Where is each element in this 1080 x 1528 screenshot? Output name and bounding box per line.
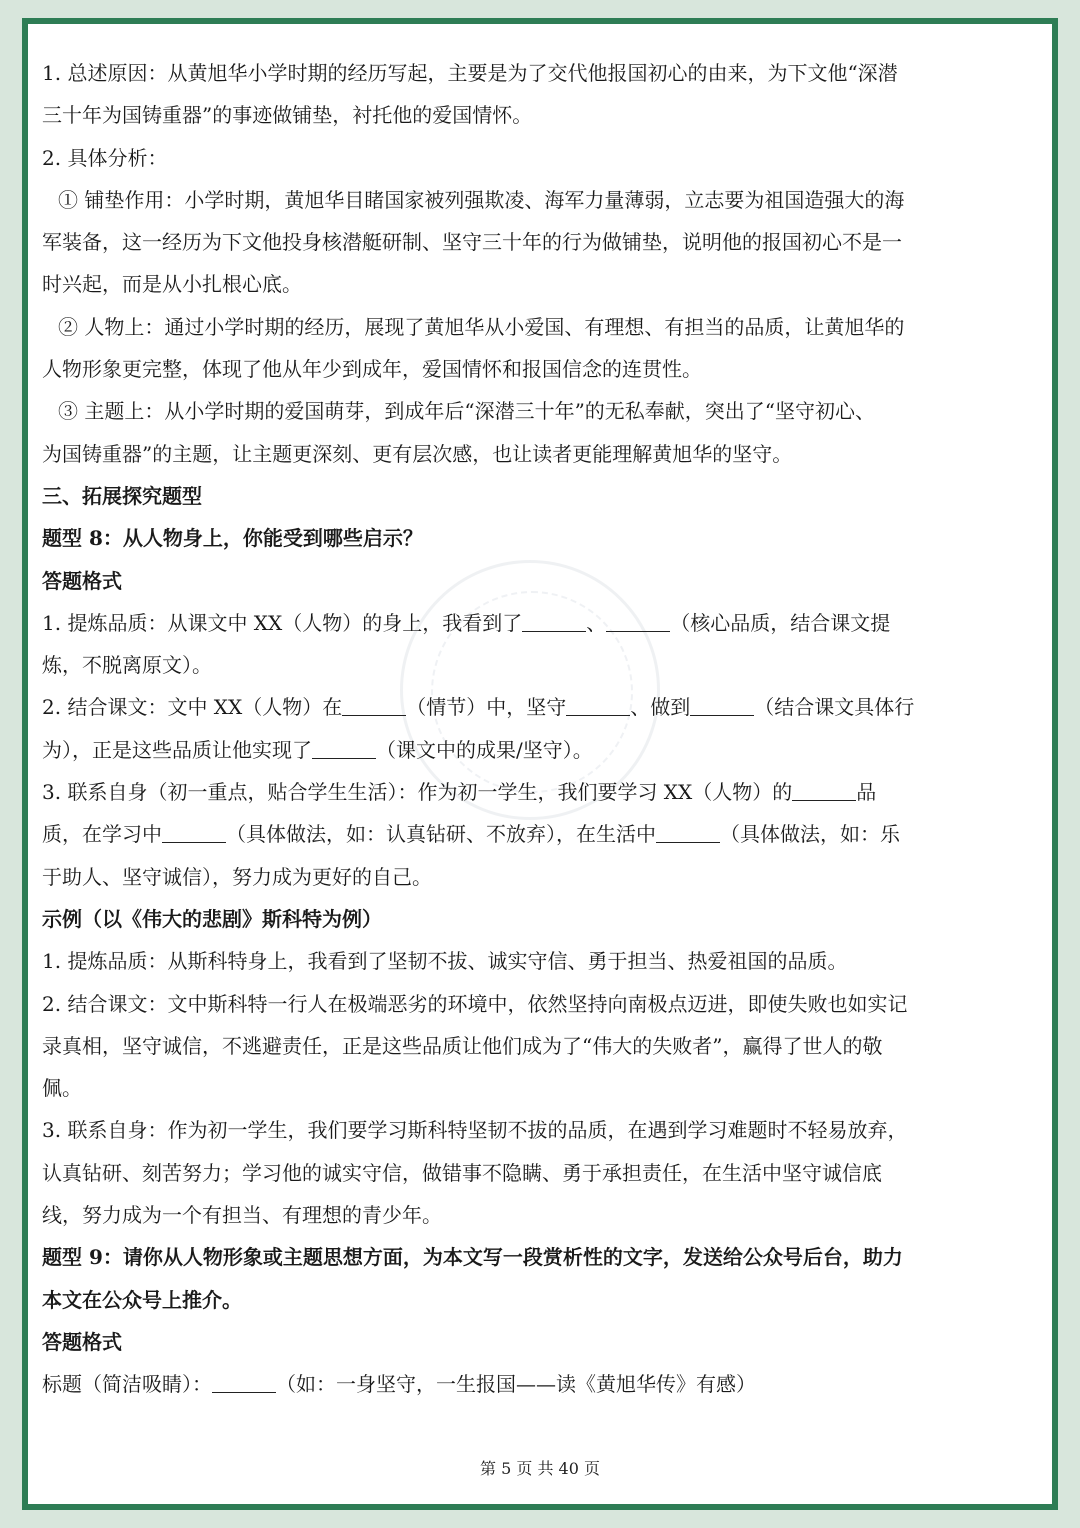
fill-blank xyxy=(212,1372,276,1393)
text-segment: （结合课文具体行 xyxy=(754,695,915,720)
paragraph-line: 2. 结合课文：文中斯科特一行人在极端恶劣的环境中，依然坚持向南极点迈进，即使失败也如实记 xyxy=(42,991,908,1016)
paragraph-line: 认真钻研、刻苦努力；学习他的诚实守信，做错事不隐瞒、勇于承担责任，在生活中坚守诚信底 xyxy=(42,1160,882,1185)
question-heading-continued: 本文在公众号上推介。 xyxy=(42,1287,242,1312)
document-body xyxy=(42,52,992,1406)
paragraph-line: 为国铸重器”的主题，让主题更深刻、更有层次感，也让读者更能理解黄旭华的坚守。 xyxy=(42,441,793,466)
text-segment: （如：一身坚守，一生报国——读《黄旭华传》有感） xyxy=(276,1372,756,1397)
fill-blank xyxy=(656,822,720,843)
fill-blank xyxy=(342,695,406,716)
text-segment: 为），正是这些品质让他实现了 xyxy=(42,737,312,762)
paragraph-line xyxy=(42,813,992,855)
paragraph-line: 佩。 xyxy=(42,1076,82,1101)
fill-blank xyxy=(566,695,630,716)
text-segment: 品 xyxy=(856,780,877,805)
paragraph-line: 炼，不脱离原文）。 xyxy=(42,653,212,678)
fill-blank xyxy=(312,738,376,759)
text-segment: 质，在学习中 xyxy=(42,822,162,847)
fill-blank xyxy=(792,780,856,801)
text-segment: （课文中的成果/坚守）。 xyxy=(376,737,593,762)
paragraph-line: ① 铺垫作用：小学时期，黄旭华目睹国家被列强欺凌、海军力量薄弱，立志要为祖国造强大的海 xyxy=(58,187,905,212)
fill-blank xyxy=(522,611,586,632)
paragraph-line xyxy=(42,602,992,644)
question-heading: 题型 8：从人物身上，你能受到哪些启示？ xyxy=(42,526,423,551)
question-heading: 题型 9：请你从人物形象或主题思想方面，为本文写一段赏析性的文字，发送给公众号后台，助力 xyxy=(42,1245,903,1270)
page-number-footer: 第 5 页 共 40 页 xyxy=(480,1459,600,1478)
fill-blank xyxy=(606,611,670,632)
paragraph-line xyxy=(42,729,992,771)
paragraph-line: 1. 提炼品质：从斯科特身上，我看到了坚韧不拔、诚实守信、勇于担当、热爱祖国的品质。 xyxy=(42,949,848,974)
subsection-heading: 答题格式 xyxy=(42,568,122,593)
text-segment: 、做到 xyxy=(630,695,691,720)
paragraph-line: ③ 主题上：从小学时期的爱国萌芽，到成年后“深潜三十年”的无私奉献，突出了“坚守初心、 xyxy=(58,399,876,424)
fill-blank xyxy=(162,822,226,843)
paragraph-line: 3. 联系自身：作为初一学生，我们要学习斯科特坚韧不拔的品质，在遇到学习难题时不轻易放弃， xyxy=(42,1118,908,1143)
text-segment: （具体做法，如：认真钻研、不放弃），在生活中 xyxy=(226,822,656,847)
text-segment: 3. 联系自身（初一重点，贴合学生生活）：作为初一学生，我们要学习 XX（人物）的 xyxy=(42,780,793,805)
paragraph-line: 人物形象更完整，体现了他从年少到成年，爱国情怀和报国信念的连贯性。 xyxy=(42,357,702,382)
paragraph-line: 线，努力成为一个有担当、有理想的青少年。 xyxy=(42,1203,442,1228)
subsection-heading: 答题格式 xyxy=(42,1329,122,1354)
text-segment: 标题（简洁吸睛）： xyxy=(42,1372,212,1397)
fill-blank xyxy=(690,695,754,716)
section-heading: 三、拓展探究题型 xyxy=(42,483,202,508)
paragraph-line xyxy=(42,686,992,728)
paragraph-line: 三十年为国铸重器”的事迹做铺垫，衬托他的爱国情怀。 xyxy=(42,103,533,128)
paragraph-line: ② 人物上：通过小学时期的经历，展现了黄旭华从小爱国、有理想、有担当的品质，让黄旭华的 xyxy=(58,314,905,339)
text-segment: （情节）中，坚守 xyxy=(406,695,567,720)
paragraph-line: 时兴起，而是从小扎根心底。 xyxy=(42,272,302,297)
paragraph-line: 于助人、坚守诚信），努力成为更好的自己。 xyxy=(42,864,432,889)
paragraph-line: 军装备，这一经历为下文他投身核潜艇研制、坚守三十年的行为做铺垫，说明他的报国初心不是一 xyxy=(42,230,902,255)
example-heading: 示例（以《伟大的悲剧》斯科特为例） xyxy=(42,906,382,931)
text-segment: 1. 提炼品质：从课文中 XX（人物）的身上，我看到了 xyxy=(42,610,523,635)
text-segment: 2. 结合课文：文中 XX（人物）在 xyxy=(42,695,343,720)
paragraph-line: 2. 具体分析： xyxy=(42,145,168,170)
text-segment: 、 xyxy=(586,610,607,635)
paragraph-line xyxy=(42,771,992,813)
text-segment: （具体做法，如：乐 xyxy=(720,822,900,847)
text-segment: （核心品质，结合课文提 xyxy=(670,610,891,635)
paragraph-line: 录真相，坚守诚信，不逃避责任，正是这些品质让他们成为了“伟大的失败者”，赢得了世人的敬 xyxy=(42,1033,883,1058)
paragraph-line: 1. 总述原因：从黄旭华小学时期的经历写起，主要是为了交代他报国初心的由来，为下文他“深潜 xyxy=(42,61,898,85)
paragraph-line xyxy=(42,1363,992,1405)
